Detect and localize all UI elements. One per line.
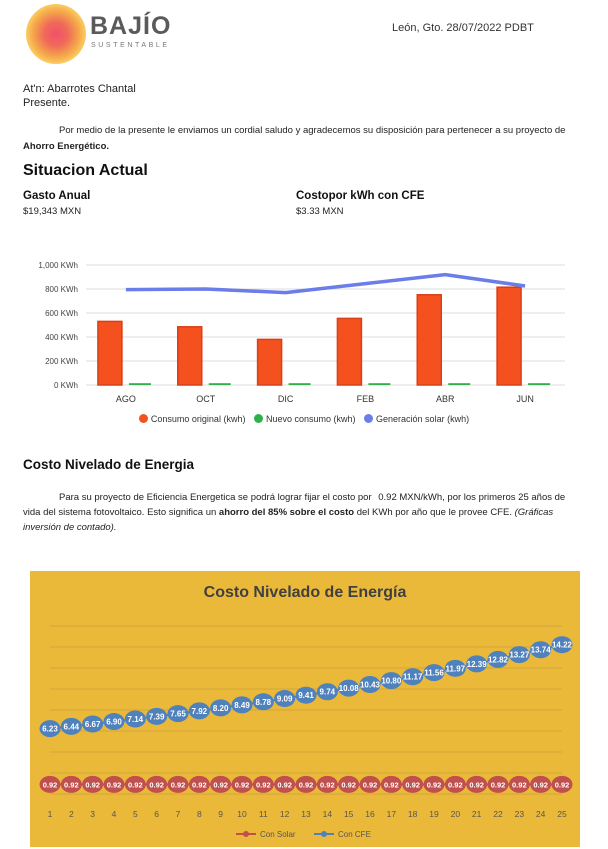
- x-tick-label: 4: [111, 809, 117, 819]
- costo-paragraph: [23, 490, 583, 535]
- legend-label-nuevo: Nuevo consumo (kwh): [265, 414, 356, 424]
- costo-p2: por los primeros 25 años de vida del sistema fotovoltaico. Esto significa un: [23, 492, 566, 518]
- intro-paragraph: [23, 123, 583, 155]
- x-tick-label: ABR: [435, 394, 455, 404]
- x-tick-label: AGO: [115, 394, 136, 404]
- x-tick-label: 10: [237, 809, 247, 819]
- costo-p-cost: 0.92 MXN/kWh,: [378, 492, 445, 503]
- data-label-con-solar: 0.92: [42, 780, 58, 790]
- x-tick-label: DIC: [277, 394, 294, 404]
- consumption-chart: [0, 255, 608, 413]
- data-label-con-solar: 0.92: [170, 780, 186, 790]
- data-label-con-solar: 0.92: [448, 780, 463, 790]
- bar-consumo-original: [98, 321, 122, 385]
- data-label-con-solar: 0.92: [64, 780, 79, 790]
- data-label-con-solar: 0.92: [298, 780, 314, 790]
- x-tick-label: 21: [471, 809, 482, 819]
- x-tick-label: 11: [258, 809, 268, 819]
- bar-nuevo-consumo: [448, 383, 470, 385]
- data-label-con-cfe: 11.97: [445, 664, 466, 674]
- costo-p1: Para su proyecto de Eficiencia Energetica se podrá lograr fijar el costo por: [59, 492, 372, 503]
- data-label-con-cfe: 10.08: [338, 684, 359, 694]
- y-tick-label: 200 KWh: [45, 357, 78, 366]
- data-label-con-solar: 0.92: [213, 780, 228, 790]
- y-tick-label: 1,000 KWh: [38, 261, 78, 270]
- dateline: León, Gto. 28/07/2022 PDBT: [392, 22, 534, 34]
- data-label-con-solar: 0.92: [384, 780, 399, 790]
- bar-consumo-original: [497, 287, 521, 385]
- x-tick-label: 20: [450, 809, 461, 819]
- data-label-con-solar: 0.92: [512, 780, 527, 790]
- data-label-con-cfe: 6.23: [42, 724, 58, 734]
- legend-item-nuevo: [254, 414, 356, 424]
- data-label-con-cfe: 13.74: [530, 645, 551, 655]
- x-tick-label: 9: [218, 809, 224, 819]
- data-label-con-solar: 0.92: [234, 780, 250, 790]
- data-label-con-cfe: 9.74: [319, 687, 336, 697]
- brand-subtitle: SUSTENTABLE: [91, 42, 170, 49]
- data-label-con-solar: 0.92: [277, 780, 292, 790]
- data-label-con-solar: 0.92: [192, 780, 207, 790]
- data-label-con-solar: 0.92: [490, 780, 506, 790]
- data-label-con-solar: 0.92: [128, 780, 143, 790]
- y-tick-label: 800 KWh: [45, 285, 78, 294]
- gasto-anual-label: Gasto Anual: [23, 190, 91, 202]
- legend-dot-nuevo: [254, 414, 263, 423]
- costo-p3: del KWh por año que le provee CFE.: [356, 507, 512, 518]
- x-tick-label: 25: [557, 809, 567, 819]
- chart-background: [30, 571, 580, 847]
- legend-dot-consumo: [139, 414, 148, 423]
- bar-nuevo-consumo: [209, 383, 231, 385]
- y-tick-label: 600 KWh: [45, 309, 78, 318]
- x-tick-label: 22: [493, 809, 503, 819]
- data-label-con-cfe: 7.92: [191, 706, 208, 716]
- attention-line: At'n: Abarrotes Chantal: [23, 83, 136, 95]
- legend-label-consumo: Consumo original (kwh): [150, 414, 246, 424]
- line-generacion-solar: [126, 275, 525, 293]
- y-tick-label: 0 KWh: [53, 381, 78, 390]
- data-label-con-solar: 0.92: [469, 780, 484, 790]
- data-label-con-solar: 0.92: [554, 780, 570, 790]
- data-label-con-solar: 0.92: [533, 780, 548, 790]
- x-tick-label: 8: [196, 809, 202, 819]
- levelized-cost-chart: [30, 571, 580, 847]
- x-tick-label: 23: [514, 809, 525, 819]
- data-label-con-cfe: 7.39: [148, 712, 165, 722]
- bar-consumo-original: [178, 327, 202, 385]
- data-label-con-cfe: 9.09: [276, 694, 293, 704]
- bar-nuevo-consumo: [289, 383, 311, 385]
- data-label-con-cfe: 11.56: [424, 668, 444, 678]
- data-label-con-cfe: 13.27: [509, 650, 530, 660]
- bar-nuevo-consumo: [528, 383, 550, 385]
- data-label-con-solar: 0.92: [426, 780, 442, 790]
- gasto-anual-value: $19,343 MXN: [23, 206, 82, 217]
- costo-p-bold: ahorro del 85% sobre el costo: [218, 507, 355, 518]
- data-label-con-cfe: 12.39: [466, 659, 487, 669]
- legend-item-consumo: [139, 414, 246, 424]
- presente-line: Presente.: [23, 97, 71, 109]
- data-label-con-cfe: 11.17: [402, 672, 423, 682]
- y-tick-label: 400 KWh: [45, 333, 78, 342]
- data-label-con-cfe: 8.78: [255, 697, 272, 707]
- x-tick-label: OCT: [196, 394, 216, 404]
- data-label-con-cfe: 8.20: [212, 703, 229, 713]
- data-label-con-solar: 0.92: [149, 780, 164, 790]
- chart-title: Costo Nivelado de Energía: [203, 584, 407, 601]
- x-tick-label: 6: [154, 809, 160, 819]
- x-tick-label: 19: [429, 809, 439, 819]
- data-label-con-cfe: 9.41: [298, 691, 314, 701]
- x-tick-label: 16: [365, 809, 375, 819]
- section-title-situacion: Situacion Actual: [23, 162, 148, 179]
- legend-label-con-cfe: Con CFE: [338, 830, 371, 839]
- costo-kwh-label: Costopor kWh con CFE: [296, 190, 425, 202]
- legend-item-generacion: [364, 414, 469, 424]
- consumption-chart-legend: [0, 414, 608, 424]
- intro-bold: Ahorro Energético.: [23, 141, 110, 152]
- data-label-con-cfe: 10.43: [359, 680, 381, 690]
- x-tick-label: 13: [301, 809, 311, 819]
- intro-text: Por medio de la presente le enviamos un cordial saludo y agradecemos su disposición para pertenecer a su proyecto de: [59, 125, 566, 136]
- x-tick-label: 17: [386, 809, 397, 819]
- brand-logo-sun: [26, 4, 86, 64]
- data-label-con-solar: 0.92: [320, 780, 335, 790]
- x-tick-label: 12: [279, 809, 290, 819]
- data-label-con-cfe: 14.22: [551, 640, 573, 650]
- data-label-con-solar: 0.92: [405, 780, 420, 790]
- data-label-con-cfe: 12.82: [487, 655, 509, 665]
- bar-consumo-original: [417, 295, 441, 385]
- bar-consumo-original: [337, 318, 361, 385]
- x-tick-label: 2: [68, 809, 74, 819]
- data-label-con-cfe: 7.65: [170, 709, 186, 719]
- costo-p-italic: (Gráficas inversión de contado).: [23, 507, 554, 533]
- legend-marker-con-cfe: [321, 831, 327, 837]
- x-tick-label: 5: [132, 809, 138, 819]
- x-tick-label: 1: [47, 809, 53, 819]
- data-label-con-cfe: 6.44: [63, 722, 80, 732]
- legend-marker-con-solar: [243, 831, 249, 837]
- data-label-con-solar: 0.92: [85, 780, 100, 790]
- legend-label-con-solar: Con Solar: [260, 830, 296, 839]
- data-label-con-cfe: 8.49: [234, 700, 250, 710]
- x-tick-label: 15: [343, 809, 354, 819]
- data-label-con-cfe: 6.67: [84, 719, 101, 729]
- legend-dot-generacion: [364, 414, 373, 423]
- data-label-con-solar: 0.92: [341, 780, 356, 790]
- data-label-con-solar: 0.92: [256, 780, 271, 790]
- x-tick-label: 18: [407, 809, 418, 819]
- bar-nuevo-consumo: [129, 383, 151, 385]
- bar-consumo-original: [258, 339, 282, 385]
- brand-name: BAJÍO: [90, 12, 172, 40]
- costo-kwh-value: $3.33 MXN: [296, 206, 344, 217]
- x-tick-label: FEB: [356, 394, 375, 404]
- section-title-costo-nivelado: Costo Nivelado de Energia: [23, 457, 195, 472]
- data-label-con-cfe: 7.14: [127, 715, 144, 725]
- data-label-con-solar: 0.92: [362, 780, 378, 790]
- data-label-con-solar: 0.92: [106, 780, 122, 790]
- data-label-con-cfe: 6.90: [106, 717, 122, 727]
- x-tick-label: 24: [535, 809, 546, 819]
- x-tick-label: 3: [90, 809, 96, 819]
- x-tick-label: 7: [175, 809, 181, 819]
- bar-nuevo-consumo: [368, 383, 390, 385]
- legend-label-generacion: Generación solar (kwh): [376, 414, 470, 424]
- x-tick-label: JUN: [516, 394, 534, 404]
- x-tick-label: 14: [322, 809, 333, 819]
- data-label-con-cfe: 10.80: [381, 676, 402, 686]
